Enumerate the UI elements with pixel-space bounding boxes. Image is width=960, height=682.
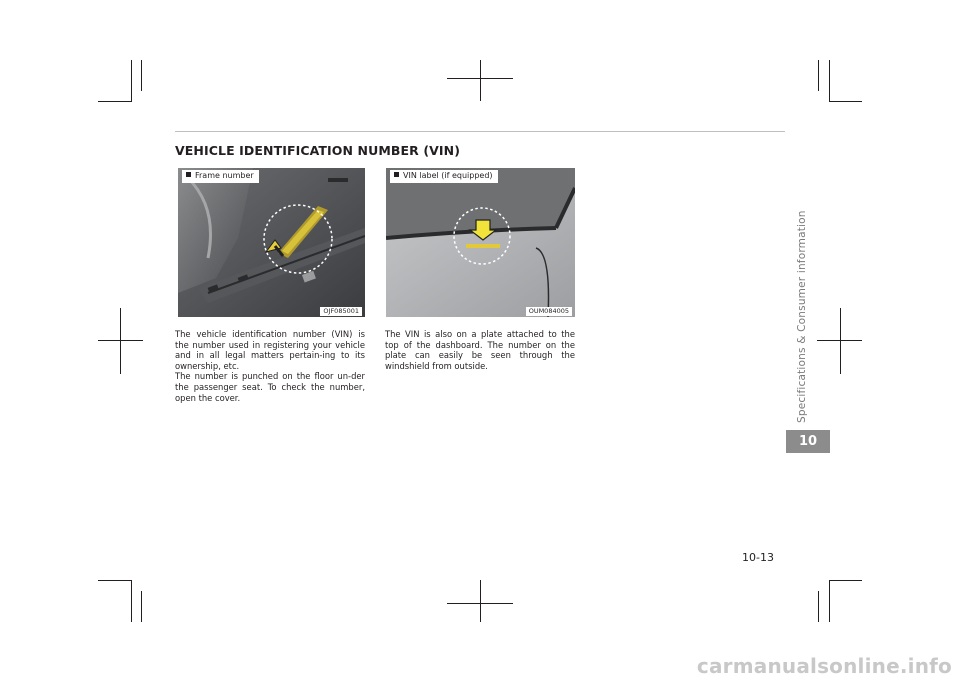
vin-label-photo xyxy=(386,168,575,317)
header-rule xyxy=(175,131,785,132)
chapter-number: 10 xyxy=(786,430,830,453)
side-tab-label: Specifications & Consumer information xyxy=(796,210,808,423)
bullet-square-icon xyxy=(394,172,399,177)
paragraph: The vehicle identification number (VIN) is the number used in registering your vehicle and in all legal matters pertain-ing to its ownership, etc. xyxy=(175,329,365,371)
section-title: VEHICLE IDENTIFICATION NUMBER (VIN) xyxy=(175,143,461,158)
paragraph: The number is punched on the floor un-der the passenger seat. To check the number, open the cover. xyxy=(175,371,365,403)
bullet-square-icon xyxy=(186,172,191,177)
right-body-text xyxy=(385,329,575,371)
page-number: 10-13 xyxy=(742,551,774,564)
caption-text: VIN label (if equipped) xyxy=(403,171,493,180)
caption-text: Frame number xyxy=(195,171,254,180)
frame-number-caption xyxy=(182,170,259,183)
frame-number-photo xyxy=(178,168,365,317)
paragraph: The VIN is also on a plate attached to the top of the dashboard. The number on the plate can easily be seen through the windshield from outside. xyxy=(385,329,575,371)
image-code: OUM084005 xyxy=(526,307,572,316)
left-body-text xyxy=(175,329,365,403)
vin-label-figure xyxy=(386,168,575,317)
watermark: carmanualsonline.info xyxy=(696,654,952,678)
image-code: OJF085001 xyxy=(320,307,362,316)
frame-number-figure xyxy=(178,168,365,317)
vin-label-caption xyxy=(390,170,498,183)
